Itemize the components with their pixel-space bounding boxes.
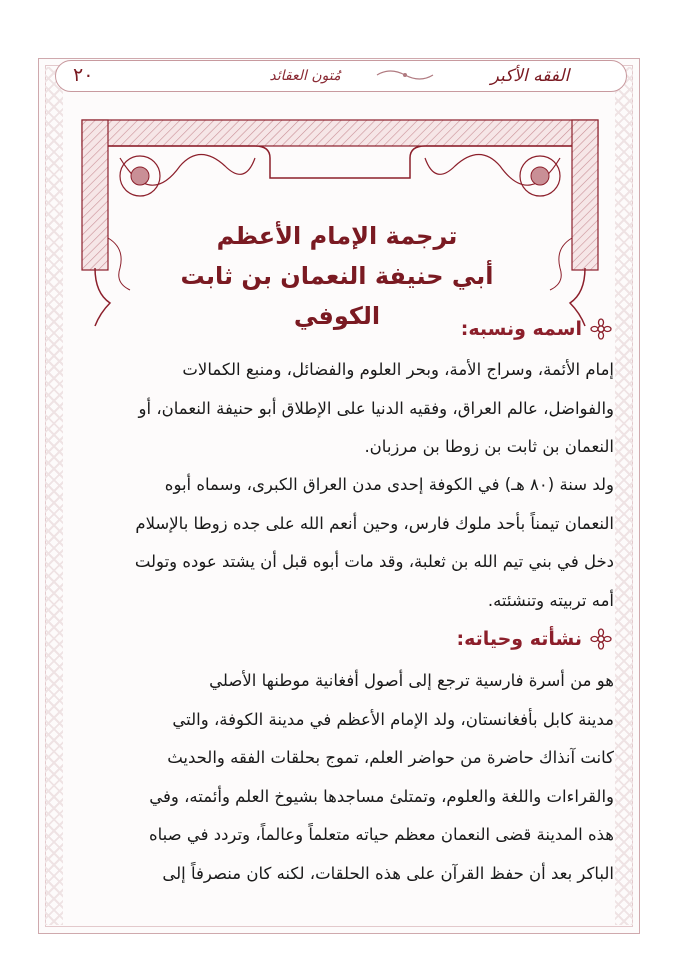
chapter-title-line-2: أبي حنيفة النعمان بن ثابت الكوفي bbox=[180, 262, 494, 330]
flower-bullet-icon bbox=[590, 628, 612, 650]
right-border-pattern bbox=[615, 67, 633, 925]
page-number: ٢٠ bbox=[73, 64, 94, 86]
section-heading-upbringing bbox=[456, 628, 612, 650]
text-line: دخل في بني تيم الله بن ثعلبة، وقد مات أبوه قبل أن يشتد عوده وتولت bbox=[134, 552, 614, 571]
text-line: هو من أسرة فارسية ترجع إلى أصول أفغانية موطنها الأصلي bbox=[209, 671, 614, 690]
text-line: والفواضل، عالم العراق، وفقيه الدنيا على الإطلاق أبو حنيفة النعمان، أو bbox=[138, 398, 614, 418]
text-line: مدينة كابل بأفغانستان، ولد الإمام الأعظم في مدينة الكوفة، والتي bbox=[172, 709, 614, 729]
book-title: الفقه الأكبر bbox=[490, 66, 570, 86]
text-line: والقراءات واللغة والعلوم، وتمتلئ مساجدها بشيوخ العلم وأئمته، وفي bbox=[149, 786, 614, 806]
section-heading-name-lineage bbox=[461, 318, 612, 340]
text-line: الباكر بعد أن حفظ القرآن على هذه الحلقات، لكنه كان منصرفاً إلى bbox=[162, 863, 614, 883]
text-line: إمام الأئمة، وسراج الأمة، وبحر العلوم والفضائل، ومنبع الكمالات bbox=[182, 360, 614, 379]
section-heading-text: نشأته وحياته: bbox=[456, 628, 582, 650]
paragraph-name-lineage bbox=[60, 351, 614, 467]
header-divider-ornament-icon bbox=[375, 67, 435, 83]
flower-bullet-icon bbox=[590, 318, 612, 340]
paragraph-birth bbox=[60, 466, 614, 620]
section-heading-text: اسمه ونسبه: bbox=[460, 318, 582, 340]
book-collection-title: مُتون العقائد bbox=[269, 68, 341, 84]
text-line: كانت آنذاك حاضرة من حواضر العلم، تموج بحلقات الفقه والحديث bbox=[167, 748, 614, 767]
chapter-title-line-1: ترجمة الإمام الأعظم bbox=[216, 222, 458, 250]
text-line: ولد سنة (٨٠ هـ) في الكوفة إحدى مدن العراق الكبرى، وسماه أبوه bbox=[164, 475, 614, 494]
text-line: أمه تربيته وتنشئته. bbox=[487, 590, 614, 610]
text-line: هذه المدينة قضى النعمان معظم حياته متعلماً وعالماً، وتردد في صباه bbox=[148, 825, 614, 844]
running-header bbox=[55, 60, 625, 92]
paragraph-upbringing bbox=[60, 662, 614, 893]
text-line: النعمان بن ثابت بن زوطا بن مرزبان. bbox=[364, 437, 614, 456]
text-line: النعمان تيمناً بأحد ملوك فارس، وحين أنعم الله على جده زوطا بالإسلام bbox=[135, 513, 614, 533]
